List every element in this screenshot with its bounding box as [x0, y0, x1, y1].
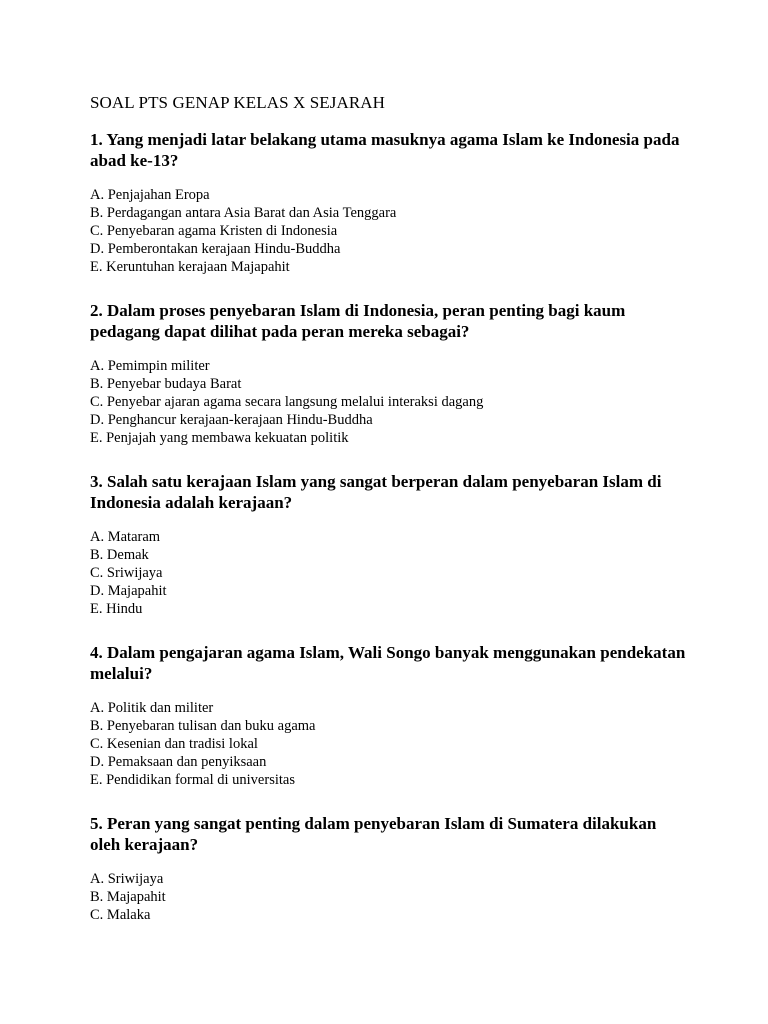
- option-a: A. Mataram: [90, 529, 161, 545]
- question-2: [90, 300, 690, 447]
- option-a: A. Sriwijaya: [90, 871, 164, 887]
- question-5: [90, 813, 690, 924]
- question-text: 5. Peran yang sangat penting dalam penyebaran Islam di Sumatera dilakukan oleh kerajaan?: [90, 814, 657, 854]
- option-c: C. Penyebaran agama Kristen di Indonesia: [90, 223, 338, 239]
- option-d: D. Pemberontakan kerajaan Hindu-Buddha: [90, 241, 341, 257]
- option-e: E. Penjajah yang membawa kekuatan politik: [90, 430, 349, 446]
- option-d: D. Pemaksaan dan penyiksaan: [90, 754, 267, 770]
- question-1: [90, 129, 690, 276]
- question-text: 1. Yang menjadi latar belakang utama masuknya agama Islam ke Indonesia pada abad ke-13?: [90, 130, 680, 170]
- option-list: [90, 528, 690, 618]
- question-3: [90, 471, 690, 618]
- option-list: [90, 357, 690, 447]
- option-d: D. Majapahit: [90, 583, 167, 599]
- option-c: C. Malaka: [90, 907, 151, 923]
- document-page: [90, 93, 690, 948]
- option-list: [90, 699, 690, 789]
- option-b: B. Demak: [90, 547, 149, 563]
- question-text: 2. Dalam proses penyebaran Islam di Indonesia, peran penting bagi kaum pedagang dapat dilihat pada peran mereka sebagai?: [90, 301, 626, 341]
- option-b: B. Perdagangan antara Asia Barat dan Asia Tenggara: [90, 205, 397, 221]
- question-text: 4. Dalam pengajaran agama Islam, Wali Songo banyak menggunakan pendekatan melalui?: [90, 643, 686, 683]
- option-c: C. Kesenian dan tradisi lokal: [90, 736, 258, 752]
- option-a: A. Politik dan militer: [90, 700, 214, 716]
- question-4: [90, 642, 690, 789]
- option-c: C. Penyebar ajaran agama secara langsung melalui interaksi dagang: [90, 394, 484, 410]
- option-e: E. Keruntuhan kerajaan Majapahit: [90, 259, 290, 275]
- option-b: B. Penyebar budaya Barat: [90, 376, 242, 392]
- option-a: A. Penjajahan Eropa: [90, 187, 210, 203]
- option-a: A. Pemimpin militer: [90, 358, 210, 374]
- option-b: B. Majapahit: [90, 889, 166, 905]
- option-e: E. Pendidikan formal di universitas: [90, 772, 295, 788]
- option-b: B. Penyebaran tulisan dan buku agama: [90, 718, 316, 734]
- option-e: E. Hindu: [90, 601, 143, 617]
- option-list: [90, 186, 690, 276]
- option-list: [90, 870, 690, 924]
- document-title: SOAL PTS GENAP KELAS X SEJARAH: [90, 93, 386, 112]
- question-text: 3. Salah satu kerajaan Islam yang sangat berperan dalam penyebaran Islam di Indonesia adalah kerajaan?: [90, 472, 662, 512]
- option-d: D. Penghancur kerajaan-kerajaan Hindu-Buddha: [90, 412, 373, 428]
- option-c: C. Sriwijaya: [90, 565, 163, 581]
